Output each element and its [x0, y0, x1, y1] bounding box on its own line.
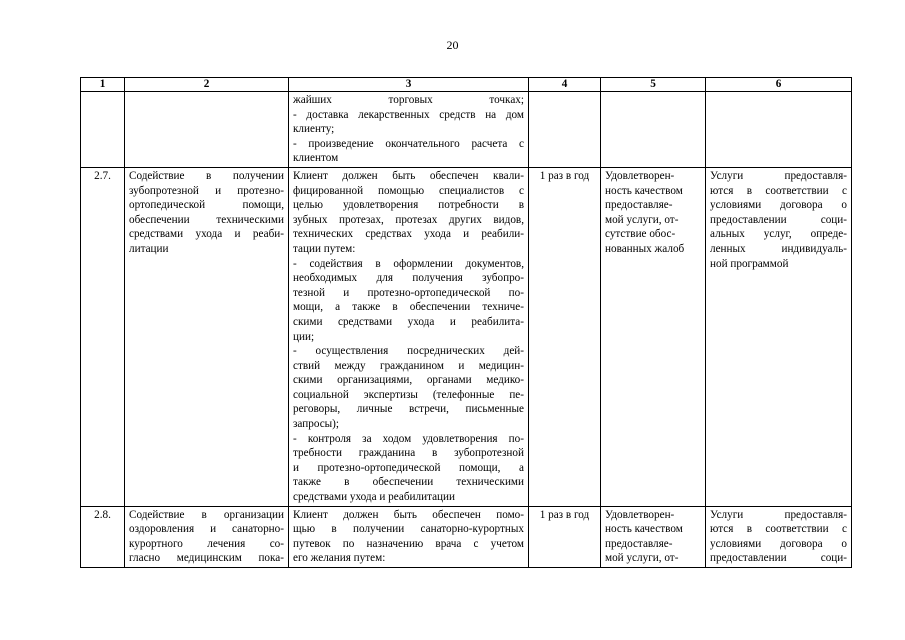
text-line: и протезно-ортопедической помощи, а: [293, 461, 524, 474]
text-line: ность качеством: [605, 523, 683, 536]
table-cell-quality: [601, 167, 706, 506]
row-number: 2.8.: [81, 506, 125, 567]
text-line: нованных жалоб: [605, 242, 685, 255]
text-line: тезной и протезно-ортопедической по-: [293, 286, 524, 299]
text-line: - произведение окончательного расчета с: [293, 137, 524, 150]
table-cell-conditions: [706, 92, 852, 168]
table-cell-description: [289, 167, 529, 506]
text-line: тации путем:: [293, 242, 356, 255]
text-line: Клиент должен быть обеспечен помо-: [293, 508, 524, 521]
table-cell-conditions: [706, 167, 852, 506]
text-line: его желания путем:: [293, 552, 386, 565]
text-line: Удовлетворен-: [605, 508, 675, 521]
text-line: ной программой: [710, 257, 789, 270]
text-line: обеспечении техническими: [129, 213, 284, 226]
table-cell-conditions: [706, 506, 852, 567]
text-line: реговоры, личные встречи, письменные: [293, 403, 524, 416]
text-line: гласно медицинским пока-: [129, 552, 284, 565]
text-line: средствами ухода и реабилитации: [293, 491, 456, 504]
text-line: предоставляе-: [605, 537, 673, 550]
text-line: Клиент должен быть обеспечен квали-: [293, 169, 524, 182]
text-line: Услуги предоставля-: [710, 169, 847, 182]
text-line: Услуги предоставля-: [710, 508, 847, 521]
text-line: клиентом: [293, 152, 339, 165]
column-header: 2: [125, 78, 289, 92]
text-line: ются в соответствии с: [710, 523, 847, 536]
text-line: целью удовлетворения потребности в: [293, 199, 524, 212]
text-line: условиями договора о: [710, 537, 847, 550]
text-line: запросы);: [293, 418, 340, 431]
text-line: средствами ухода и реаби-: [129, 228, 284, 241]
text-line: - доставка лекарственных средств на дом: [293, 108, 524, 121]
page-number: 20: [446, 38, 459, 52]
text-line: альных услуг, опреде-: [710, 228, 847, 241]
text-line: мощи, а также в обеспечении техниче-: [293, 301, 524, 314]
text-line: требности гражданина в зубопротезной: [293, 447, 524, 460]
table-row-2-7: [81, 167, 852, 506]
column-header: 1: [81, 78, 125, 92]
services-table: [80, 77, 852, 568]
text-line: технических средствах ухода и реабили-: [293, 228, 524, 241]
text-line: предоставлении соци-: [710, 213, 847, 226]
table-cell-frequency: 1 раз в год: [529, 167, 601, 506]
column-header: 6: [706, 78, 852, 92]
table-cell-frequency: [529, 92, 601, 168]
text-line: клиенту;: [293, 123, 335, 136]
table-cell-quality: [601, 506, 706, 567]
text-line: Содействие в получении: [129, 169, 284, 182]
table-header-row: [81, 78, 852, 92]
text-line: предоставляе-: [605, 199, 673, 212]
table-cell-service: [125, 506, 289, 567]
text-line: зубопротезной и протезно-: [129, 184, 284, 197]
column-header: 3: [289, 78, 529, 92]
text-line: условиями договора о: [710, 199, 847, 212]
text-line: зубных протезах, протезах других видов,: [293, 213, 524, 226]
text-line: необходимых для получения зубопро-: [293, 272, 524, 285]
text-line: щью в получении санаторно-курортных: [293, 523, 524, 536]
text-line: фицированной помощью специалистов с: [293, 184, 524, 197]
text-line: ются в соответствии с: [710, 184, 847, 197]
text-line: скими средствами ухода и реабилита-: [293, 315, 524, 328]
table-cell-description: [289, 92, 529, 168]
text-line: ции;: [293, 330, 315, 343]
text-line: - содействия в оформлении документов,: [293, 257, 524, 270]
column-header: 5: [601, 78, 706, 92]
text-line: социальной экспертизы (телефонные пе-: [293, 388, 524, 401]
table-cell-quality: [601, 92, 706, 168]
table-cell-frequency: 1 раз в год: [529, 506, 601, 567]
text-line: - контроля за ходом удовлетворения по-: [293, 432, 524, 445]
text-line: ность качеством: [605, 184, 683, 197]
text-line: Содействие в организации: [129, 508, 284, 521]
text-line: курортного лечения со-: [129, 537, 284, 550]
table-cell-service: [125, 92, 289, 168]
table-row-2-8: [81, 506, 852, 567]
table-cell-service: [125, 167, 289, 506]
text-line: - осуществления посреднических дей-: [293, 345, 524, 358]
text-line: предоставлении соци-: [710, 552, 847, 565]
text-line: ленных индивидуаль-: [710, 242, 847, 255]
table-cell-description: [289, 506, 529, 567]
text-line: мой услуги, от-: [605, 213, 679, 226]
text-line: путевок по назначению врача с учетом: [293, 537, 524, 550]
text-line: жайших торговых точках;: [293, 94, 524, 106]
text-line: сутствие обос-: [605, 228, 676, 241]
text-line: также в обеспечении техническими: [293, 476, 524, 489]
text-line: литации: [129, 242, 169, 255]
text-line: ортопедической помощи,: [129, 199, 284, 212]
text-line: оздоровления и санаторно-: [129, 523, 284, 536]
table-row-continuation: [81, 92, 852, 168]
text-line: ствий между гражданином и медицин-: [293, 359, 524, 372]
table-cell-number: [81, 92, 125, 168]
row-number: 2.7.: [81, 167, 125, 506]
text-line: Удовлетворен-: [605, 169, 675, 182]
column-header: 4: [529, 78, 601, 92]
text-line: скими организациями, органами медико-: [293, 374, 524, 387]
text-line: мой услуги, от-: [605, 552, 679, 565]
